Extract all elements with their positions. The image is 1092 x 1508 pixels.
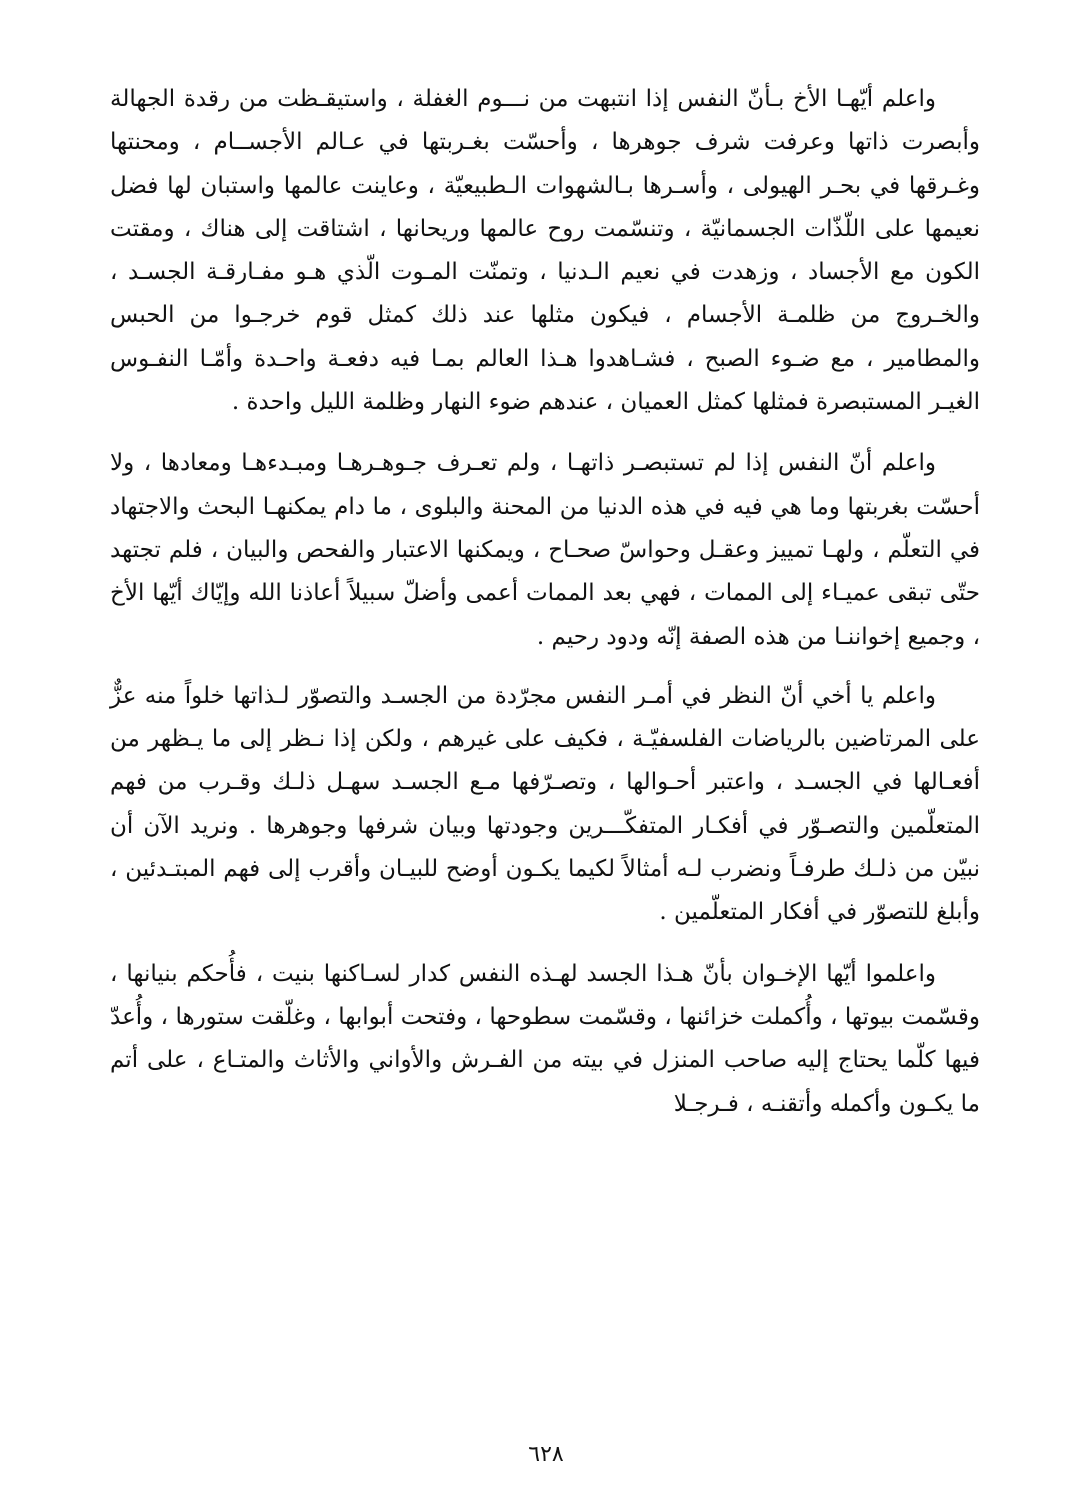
paragraph-4: واعلموا أيّها الإخـوان بأنّ هـذا الجسد لهـذه النفس كدار لسـاكنها بنيت ، فأُحكم بنيانها ، وقسّمت بيوتها ، وأُكملت خزائنها ، وقسّمت سطوحها ، وفتحت أبوابها ، وغلّقت ستورها ، وأُعدّ فيها كلّما يحتاج إليه صاحب المنزل في بيته من الفـرش والأواني والأثاث والمتـاع ، على أتم ما يكـون وأكمله وأتقنـه ، فـرجـلا	[110, 960, 980, 1117]
paragraph-3: واعلم يا أخي أنّ النظر في أمـر النفس مجرّدة من الجسـد والتصوّر لـذاتها خلواً منه عزٌّ على المرتاضين بالرياضات الفلسفيّـة ، فكيف على غيرهم ، ولكن إذا نـظر إلى ما يـظهر من أفعـالها في الجسـد ، واعتبر أحـوالها ، وتصـرّفها مـع الجسـد سهـل ذلـك وقـرب من فهم المتعلّمين والتصـوّر في أفكـار المتفكّـــرين وجودتها وبيان شرفها وجوهرها . ونريد الآن أن نبيّن من ذلـك طرفـاً ونضرب لـه أمثالاً لكيما يكـون أوضح للبيـان وأقرب إلى فهم المبتـدئين ، وأبلغ للتصوّر في أفكار المتعلّمين .	[110, 682, 980, 926]
paragraph-1: واعلم أيّهـا الأخ بـأنّ النفس إذا انتبهت من نـــوم الغفلة ، واستيقـظت من رقدة الجهالة وأبصرت ذاتها وعرفت شرف جوهرها ، وأحسّت بغـربتها في عـالم الأجســام ، ومحنتها وغـرقها في بحـر الهيولى ، وأسـرها بـالشهوات الـطبيعيّة ، وعاينت عالمها واستبان لها فضل نعيمها على اللّذّات الجسمانيّة ، وتنسّمت روح عالمها وريحانها ، اشتاقت إلى هناك ، ومقتت الكون مع الأجساد ، وزهدت في نعيم الـدنيا ، وتمنّت المـوت الّذي هـو مفـارقـة الجسـد ، والخـروج من ظلمـة الأجسام ، فيكون مثلها عند ذلك كمثل قوم خرجـوا من الحبس والمطامير ، مع ضـوء الصبح ، فشـاهدوا هـذا العالم بمـا فيه دفعـة واحـدة وأمّـا النفـوس الغيـر المستبصرة فمثلها كمثل العميان ، عندهم ضوء النهار وظلمة الليل واحدة .	[110, 86, 980, 416]
paragraph-2: واعلم أنّ النفس إذا لم تستبصـر ذاتهـا ، ولم تعـرف جـوهـرهـا ومبـدءهـا ومعادها ، ولا أحسّت بغربتها وما هي فيه في هذه الدنيا من المحنة والبلوى ، ما دام يمكنهـا البحث والاجتهاد في التعلّم ، ولهـا تمييز وعقـل وحواسّ صحـاح ، ويمكنها الاعتبار والفحص والبيان ، فلم تجتهد حتّى تبقى عميـاء إلى الممات ، فهي بعد الممات أعمى وأضلّ سبيلاً أعاذنا الله وإيّاك أيّها الأخ ، وجميع إخواننـا من هذه الصفة إنّه ودود رحيم .	[110, 450, 980, 650]
page-body	[110, 78, 980, 1144]
page-number: ٦٢٨	[528, 1442, 564, 1467]
